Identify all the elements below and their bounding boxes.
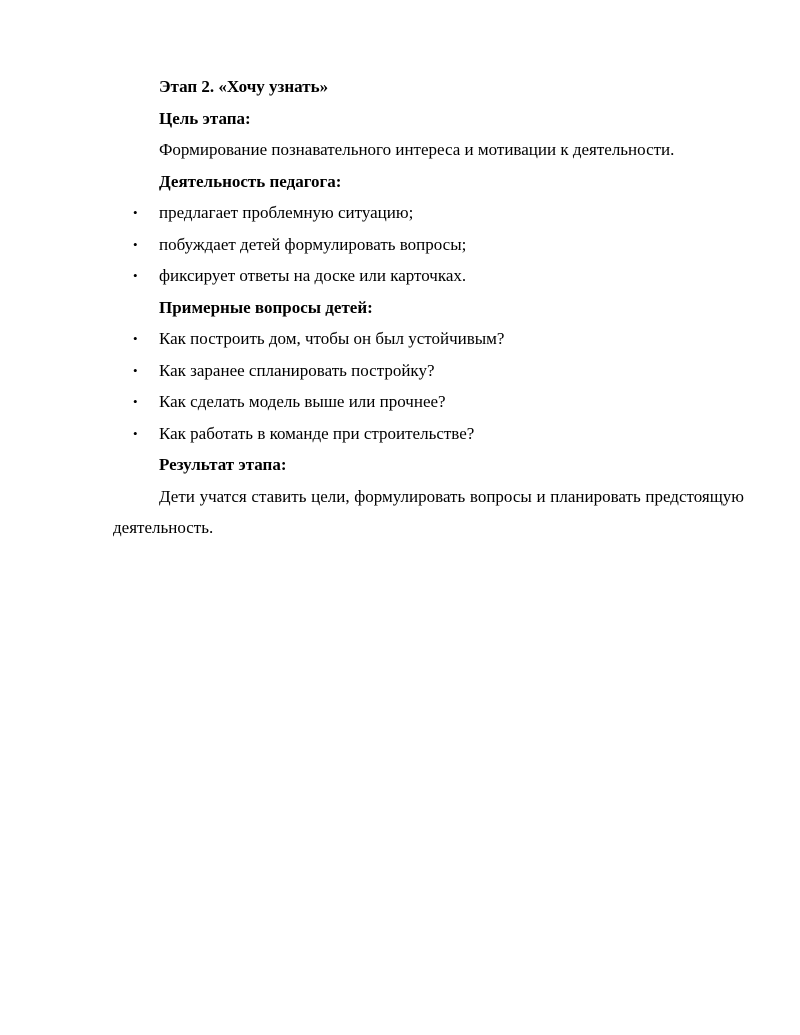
list-item-text: Как работать в команде при строительстве? (159, 423, 475, 443)
list-item-text: Как построить дом, чтобы он был устойчивым? (159, 329, 505, 348)
list-item (113, 355, 744, 387)
bullet-icon: • (133, 425, 138, 441)
list-item (113, 418, 744, 450)
teacher-activity-heading: Деятельность педагога: (159, 171, 342, 191)
list-item (113, 197, 744, 229)
bullet-icon: • (133, 394, 138, 409)
list-item-text: Как сделать модель выше или прочнее? (159, 392, 446, 411)
list-item-text: фиксирует ответы на доске или карточках. (159, 266, 467, 285)
list-item-text: Как заранее спланировать постройку? (159, 360, 435, 380)
bullet-icon: • (133, 205, 138, 220)
list-item-text: побуждает детей формулировать вопросы; (159, 234, 467, 254)
list-item (113, 323, 744, 355)
bullet-icon: • (133, 236, 138, 252)
teacher-activity-list (113, 197, 744, 292)
goal-heading: Цель этапа: (159, 108, 251, 128)
list-item (113, 386, 744, 418)
list-item (113, 229, 744, 261)
bullet-icon: • (133, 268, 138, 283)
children-questions-list (113, 323, 744, 449)
list-item (113, 260, 744, 292)
result-heading: Результат этапа: (159, 455, 287, 474)
document-content (113, 71, 744, 544)
bullet-icon: • (133, 331, 138, 346)
list-item-text: предлагает проблемную ситуацию; (159, 203, 414, 222)
bullet-icon: • (133, 362, 138, 378)
result-text: Дети учатся ставить цели, формулировать вопросы и планировать предстоящую деятельность. (113, 486, 744, 537)
stage-heading: Этап 2. «Хочу узнать» (159, 77, 329, 96)
goal-text: Формирование познавательного интереса и мотивации к деятельности. (159, 140, 675, 159)
children-questions-heading: Примерные вопросы детей: (159, 297, 373, 317)
